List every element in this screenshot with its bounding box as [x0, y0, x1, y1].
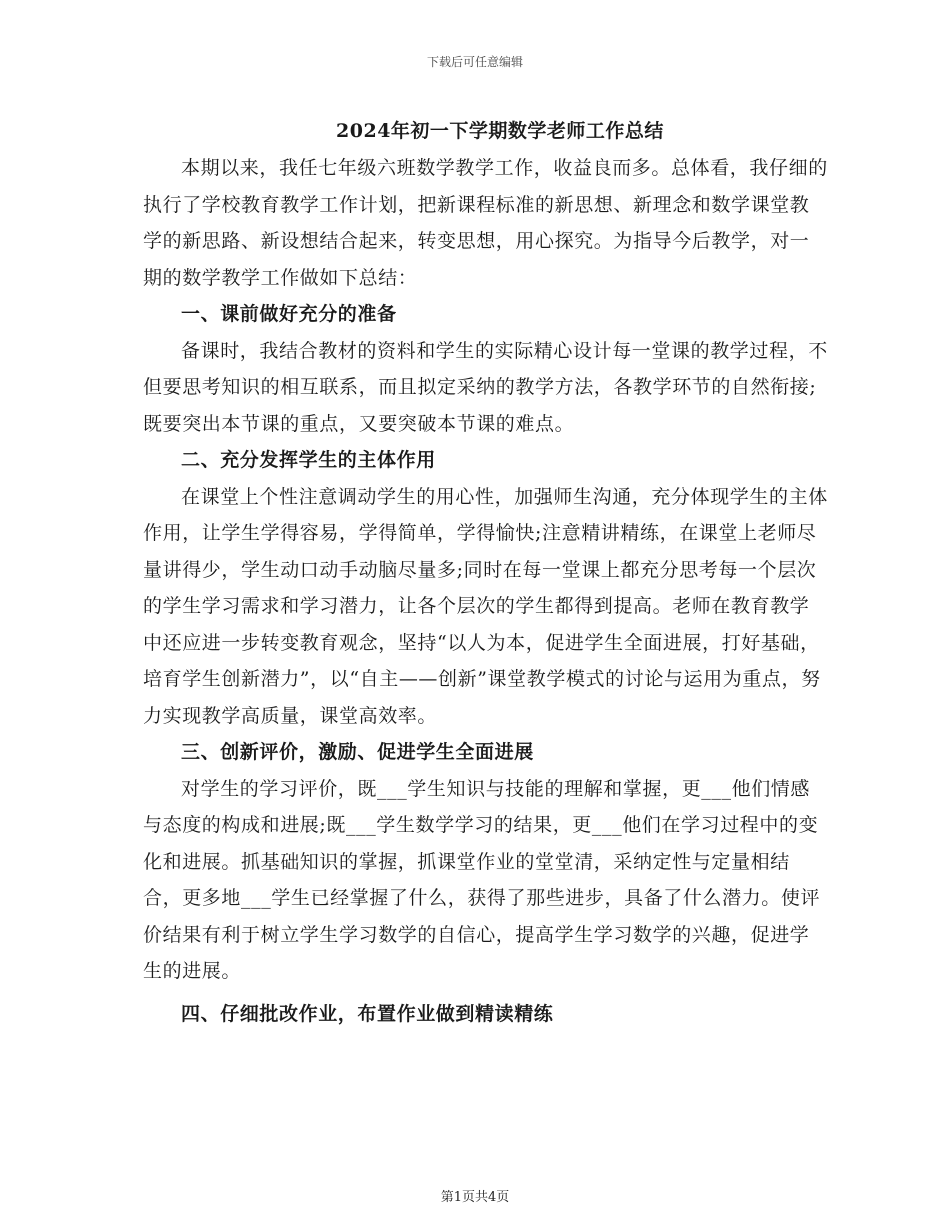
document-title: 2024年初一下学期数学老师工作总结: [336, 120, 664, 142]
section-1-body: 备课时，我结合教材的资料和学生的实际精心设计每一堂课的教学过程，不但要思考知识的相互联系，而且拟定采纳的教学方法，各教学环节的自然衔接;既要突出本节课的重点，又要突破本节课的难点。: [143, 339, 828, 435]
section-1-heading: 一、课前做好充分的准备: [181, 303, 397, 325]
section-3-body: 对学生的学习评价，既___学生知识与技能的理解和掌握，更___他们情感与态度的构成和进展;既___学生数学学习的结果，更___他们在学习过程中的变化和进展。抓基础知识的掌握，抓课堂作业的堂堂清，采纳定性与定量相结合，更多地___学生已经掌握了什么，获得了那些进步，具备了什么潜力。使评价结果有利于树立学生学习数学的自信心，提高学生学习数学的兴趣，促进学生的进展。: [143, 777, 821, 982]
section-2-body: 在课堂上个性注意调动学生的用心性，加强师生沟通，充分体现学生的主体作用，让学生学得容易，学得简单，学得愉快;注意精讲精练，在课堂上老师尽量讲得少，学生动口动手动脑尽量多;同时在每一堂课上都充分思考每一个层次的学生学习需求和学习潜力，让各个层次的学生都得到提高。老师在教育教学中还应进一步转变教育观念，坚持“以人为本，促进学生全面进展，打好基础，培育学生创新潜力”，以“自主——创新”课堂教学模式的讨论与运用为重点，努力实现教学高质量，课堂高效率。: [143, 485, 828, 727]
section-3-heading: 三、创新评价，激励、促进学生全面进展: [181, 741, 534, 763]
section-4-heading: 四、仔细批改作业，布置作业做到精读精练: [181, 1002, 554, 1025]
document-body: [143, 150, 828, 1032]
page-number: 第1页共4页: [440, 1190, 510, 1205]
page-header-note: 下载后可任意编辑: [426, 55, 523, 69]
intro-paragraph: 本期以来，我任七年级六班数学教学工作，收益良而多。总体看，我仔细的执行了学校教育教学工作计划，把新课程标准的新思想、新理念和数学课堂教学的新思路、新设想结合起来，转变思想，用心探究。为指导今后教学，对一期的数学教学工作做如下总结：: [143, 157, 828, 289]
section-2-heading: 二、充分发挥学生的主体作用: [181, 449, 436, 471]
